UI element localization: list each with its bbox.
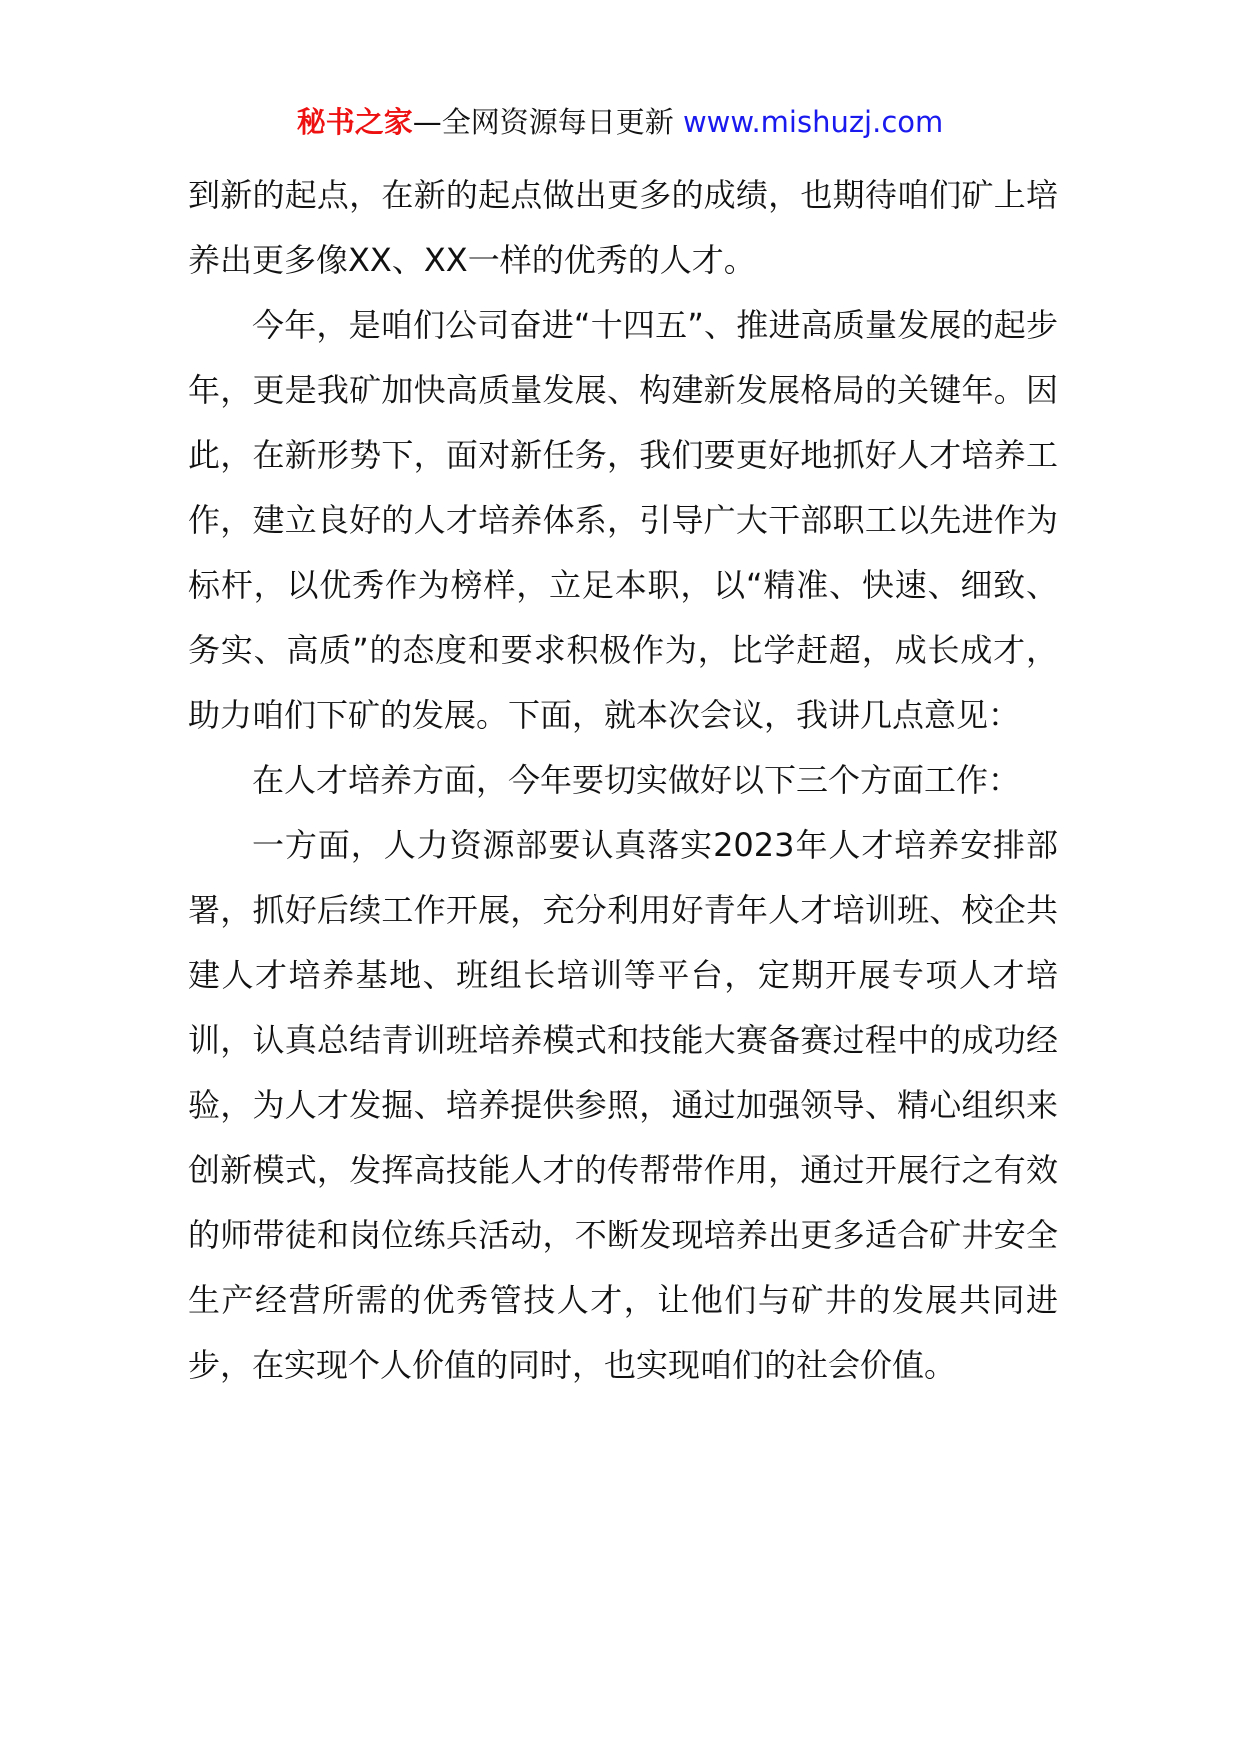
site-header (0, 100, 1240, 144)
paragraph-this-year: 今年，是咱们公司奋进“十四五”、推进高质量发展的起步年，更是我矿加快高质量发展、构建新发展格局的关键年。因此，在新形势下，面对新任务，我们要更好地抓好人才培养工作，建立良好的人才培养体系，引导广大干部职工以先进作为标杆，以优秀作为榜样，立足本职，以“精准、快速、细致、务实、高质”的态度和要求积极作为，比学赶超，成长成才，助力咱们下矿的发展。下面，就本次会议，我讲几点意见： (188, 306, 1058, 734)
paragraph-talent-cultivation: 在人才培养方面，今年要切实做好以下三个方面工作： (252, 761, 1021, 799)
document-body (188, 163, 1058, 1398)
header-url-link[interactable]: www.mishuzj.com (682, 105, 944, 139)
paragraph-continuation: 到新的起点，在新的起点做出更多的成绩，也期待咱们矿上培养出更多像XX、XX一样的优秀的人才。 (188, 176, 1058, 279)
header-slogan: —全网资源每日更新 (412, 105, 683, 139)
paragraph-first-aspect: 一方面，人力资源部要认真落实2023年人才培养安排部署，抓好后续工作开展，充分利用好青年人才培训班、校企共建人才培养基地、班组长培训等平台，定期开展专项人才培训，认真总结青训班培养模式和技能大赛备赛过程中的成功经验，为人才发掘、培养提供参照，通过加强领导、精心组织来创新模式，发挥高技能人才的传帮带作用，通过开展行之有效的师带徒和岗位练兵活动，不断发现培养出更多适合矿井安全生产经营所需的优秀管技人才，让他们与矿井的发展共同进步，在实现个人价值的同时，也实现咱们的社会价值。 (188, 826, 1058, 1384)
brand-name: 秘书之家 (296, 105, 413, 139)
